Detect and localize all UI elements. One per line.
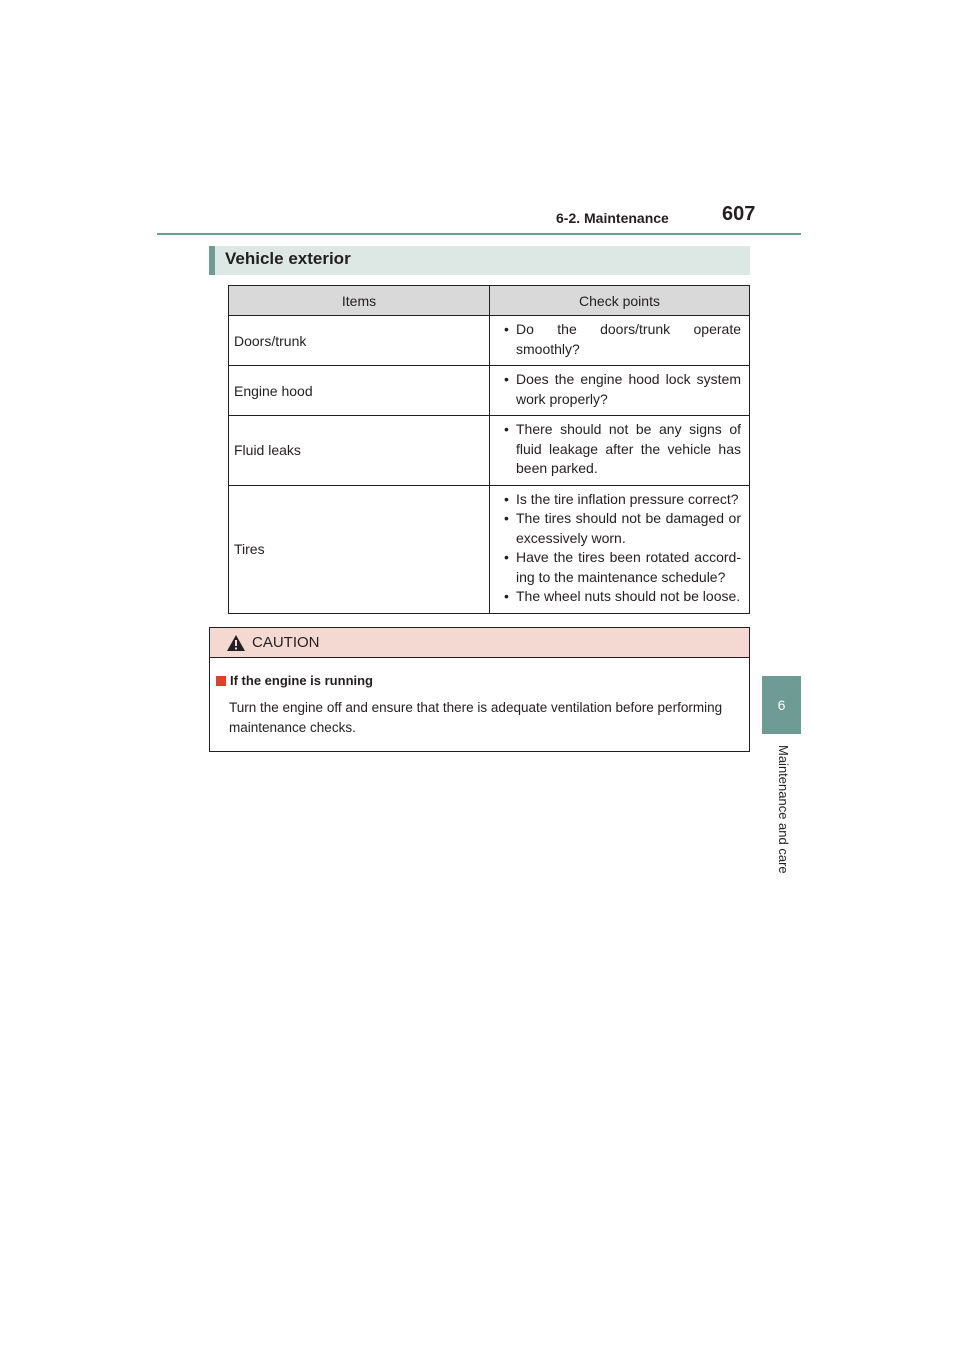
caution-header [210, 628, 749, 658]
caution-subheading [216, 673, 373, 688]
header-divider [157, 233, 801, 235]
check-point: • There should not be any signs of fluid leakage after the vehicle has been parked. [498, 420, 741, 479]
row-check-points [490, 416, 750, 486]
table-row [229, 485, 750, 613]
section-title: Vehicle exterior [225, 249, 351, 268]
caution-label: CAUTION [252, 634, 320, 651]
table-row [229, 316, 750, 366]
caution-subheading-text: If the engine is running [230, 673, 373, 688]
warning-triangle-icon [226, 634, 246, 652]
caution-box [209, 627, 750, 752]
check-table [228, 285, 750, 614]
column-header-items: Items [229, 286, 490, 316]
row-item: Doors/trunk [229, 316, 490, 366]
square-bullet-icon [216, 676, 226, 686]
header-section-title: 6-2. Maintenance [556, 210, 669, 226]
table-header-row [229, 286, 750, 316]
row-check-points [490, 366, 750, 416]
chapter-tab [762, 676, 801, 734]
check-point: • Is the tire inflation pressure correct? [498, 490, 741, 510]
table-row [229, 366, 750, 416]
row-check-points [490, 485, 750, 613]
column-header-check-points: Check points [490, 286, 750, 316]
table-row [229, 416, 750, 486]
check-point: • Do the doors/trunk operate smoothly? [498, 320, 741, 359]
page-number: 607 [722, 203, 756, 225]
chapter-label: Maintenance and care [776, 745, 791, 874]
row-item: Tires [229, 485, 490, 613]
chapter-number: 6 [777, 697, 786, 713]
row-item: Fluid leaks [229, 416, 490, 486]
check-point: • The wheel nuts should not be loose. [498, 587, 741, 607]
row-check-points [490, 316, 750, 366]
check-point: • The tires should not be damaged or excessively worn. [498, 509, 741, 548]
row-item: Engine hood [229, 366, 490, 416]
section-heading [209, 246, 750, 275]
check-point: • Does the engine hood lock system work properly? [498, 370, 741, 409]
caution-text: Turn the engine off and ensure that there is adequate ventilation before performing maintenance checks. [229, 700, 723, 735]
check-point: • Have the tires been rotated accord-ing to the maintenance schedule? [498, 548, 741, 587]
